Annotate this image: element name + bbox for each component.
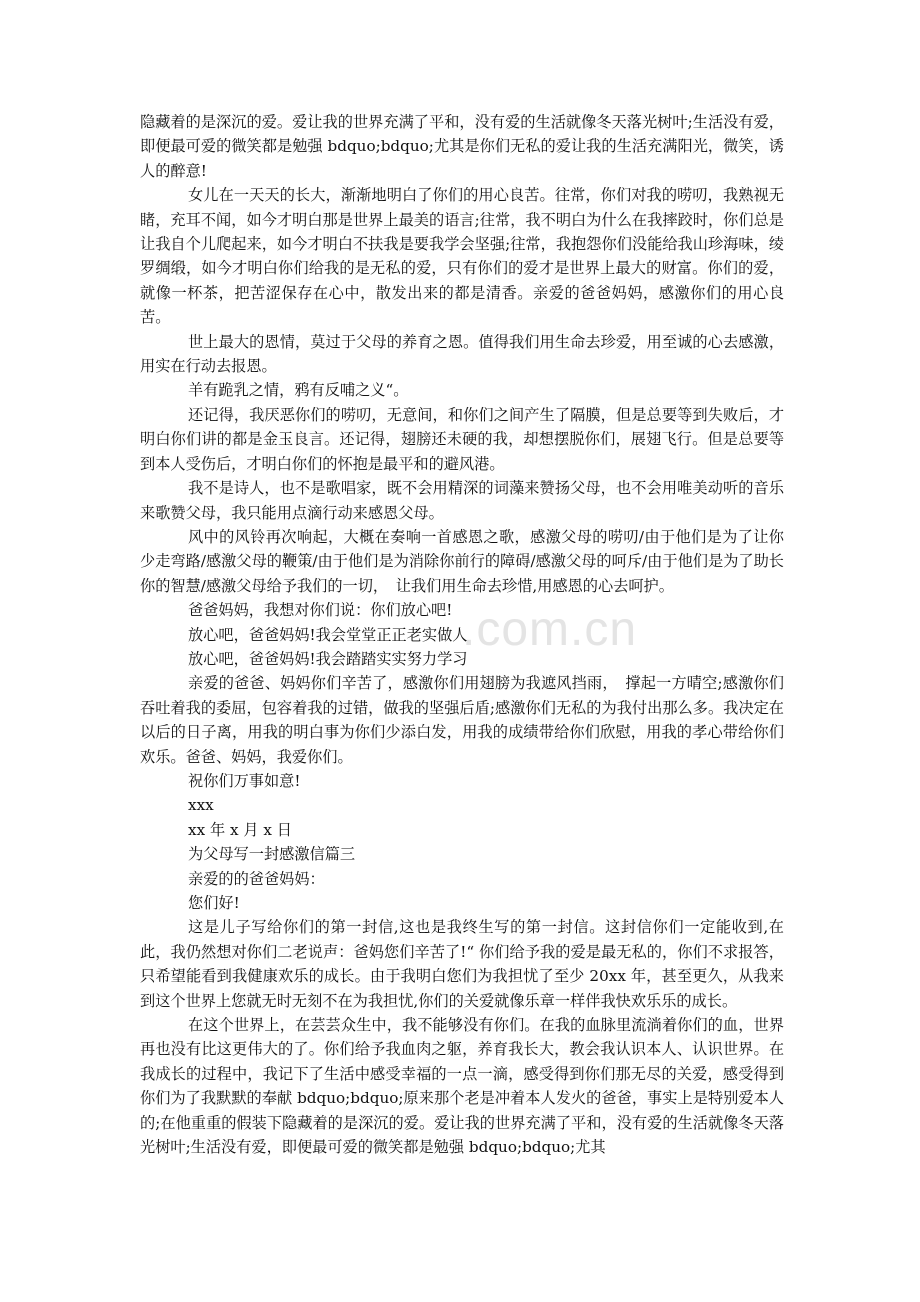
paragraph: 世上最大的恩情，莫过于父母的养育之恩。值得我们用生命去珍爱，用至诚的心去感激，用实在行动去报恩。 (140, 332, 784, 376)
paragraph: 放心吧，爸爸妈妈!我会堂堂正正老实做人 (188, 625, 468, 644)
signature: xxx (188, 796, 214, 815)
section-title: 为父母写一封感激信篇三 (188, 845, 356, 864)
paragraph: 我不是诗人，也不是歌唱家，既不会用精深的词藻来赞扬父母，也不会用唯美动听的音乐来歌赞父母，我只能用点滴行动来感恩父母。 (140, 479, 784, 522)
paragraph: 还记得，我厌恶你们的唠叨，无意间，和你们之间产生了隔膜，但是总要等到失败后，才明白你们讲的都是金玉良言。还记得，翅膀还未硬的我，却想摆脱你们，展翅飞行。但是总要等到本人受伤后，才明白你们的怀抱是最平和的避风港。 (140, 405, 784, 473)
paragraph: 亲爱的爸爸、妈妈你们辛苦了，感激你们用翅膀为我遮风挡雨， 撑起一方晴空;感激你们吞吐着我的委屈，包容着我的过错，做我的坚强后盾;感激你们无私的为我付出那么多。我决定在以后的日子离，用我的明白事为你们少添白发，用我的成绩带给你们欣慰，用我的孝心带给你们欢乐。爸爸、妈妈，我爱你们。 (140, 674, 784, 766)
paragraph: 这是儿子写给你们的第一封信,这也是我终生写的第一封信。这封信你们一定能收到,在此，我仍然想对你们二老说声：爸妈您们辛苦了!“ 你们给予我的爱是最无私的，你们不求报答，只希望能看到我健康欢乐的成长。由于我明白您们为我担忧了至少 20xx 年，甚至更久，从我来到这个世界上您就无时无刻不在为我担忧,你们的关爱就像乐章一样伴我快欢乐乐的成长。 (140, 918, 784, 1010)
paragraph: 羊有跪乳之情，鸦有反哺之义“。 (188, 381, 409, 400)
greeting: 您们好! (188, 894, 240, 912)
paragraph: 放心吧，爸爸妈妈!我会踏踏实实努力学习 (188, 649, 468, 668)
paragraph: 女儿在一天天的长大，渐渐地明白了你们的用心良苦。往常，你们对我的唠叨，我熟视无睹，充耳不闻，如今才明白那是世界上最美的语言;往常，我不明白为什么在我摔跤时，你们总是让我自个儿爬起来，如今才明白不扶我是要我学会坚强;往常，我抱怨你们没能给我山珍海味，绫罗绸缎，如今才明白你们给我的是无私的爱，只有你们的爱才是世界上最大的财富。你们的爱，就像一杯茶，把苦涩保存在心中，散发出来的都是清香。亲爱的爸爸妈妈，感激你们的用心良苦。 (140, 186, 784, 327)
salutation: 亲爱的的爸爸妈妈： (188, 869, 325, 888)
paragraph: 在这个世界上，在芸芸众生中，我不能够没有你们。在我的血脉里流淌着你们的血，世界再也没有比这更伟大的了。你们给予我血肉之躯，养育我长大，教会我认识本人、认识世界。在我成长的过程中，我记下了生活中感受幸福的一点一滴，感受得到你们那无尽的关爱，感受得到你们为了我默默的奉献 bdquo;bdquo;原来那个老是冲着本人发火的爸爸，事实上是特别爱本人的;在他重重的假装下隐藏着的是深沉的爱。爱让我的世界充满了平和，没有爱的生活就像冬天落光树叶;生活没有爱，即便最可爱的微笑都是勉强 bdquo;bdquo;尤其 (140, 1016, 784, 1157)
watermark: .com.cn (462, 603, 638, 656)
closing-wish: 祝你们万事如意! (188, 771, 301, 790)
paragraph: 爸爸妈妈，我想对你们说：你们放心吧! (188, 601, 453, 620)
letter-date: xx 年 x 月 x 日 (188, 820, 292, 839)
paragraph: 隐藏着的是深沉的爱。爱让我的世界充满了平和，没有爱的生活就像冬天落光树叶;生活没有爱，即便最可爱的微笑都是勉强 bdquo;bdquo;尤其是你们无私的爱让我的生活充满阳光，微笑，诱人的醉意! (140, 113, 784, 180)
paragraph: 风中的风铃再次响起，大概在奏响一首感恩之歌，感激父母的唠叨/由于他们是为了让你少走弯路/感激父母的鞭策/由于他们是为消除你前行的障碍/感激父母的呵斥/由于他们是为了助长你的智慧/感激父母给予我们的一切， 让我们用生命去珍惜,用感恩的心去呵护。 (140, 527, 784, 595)
letter-body (140, 110, 784, 1159)
